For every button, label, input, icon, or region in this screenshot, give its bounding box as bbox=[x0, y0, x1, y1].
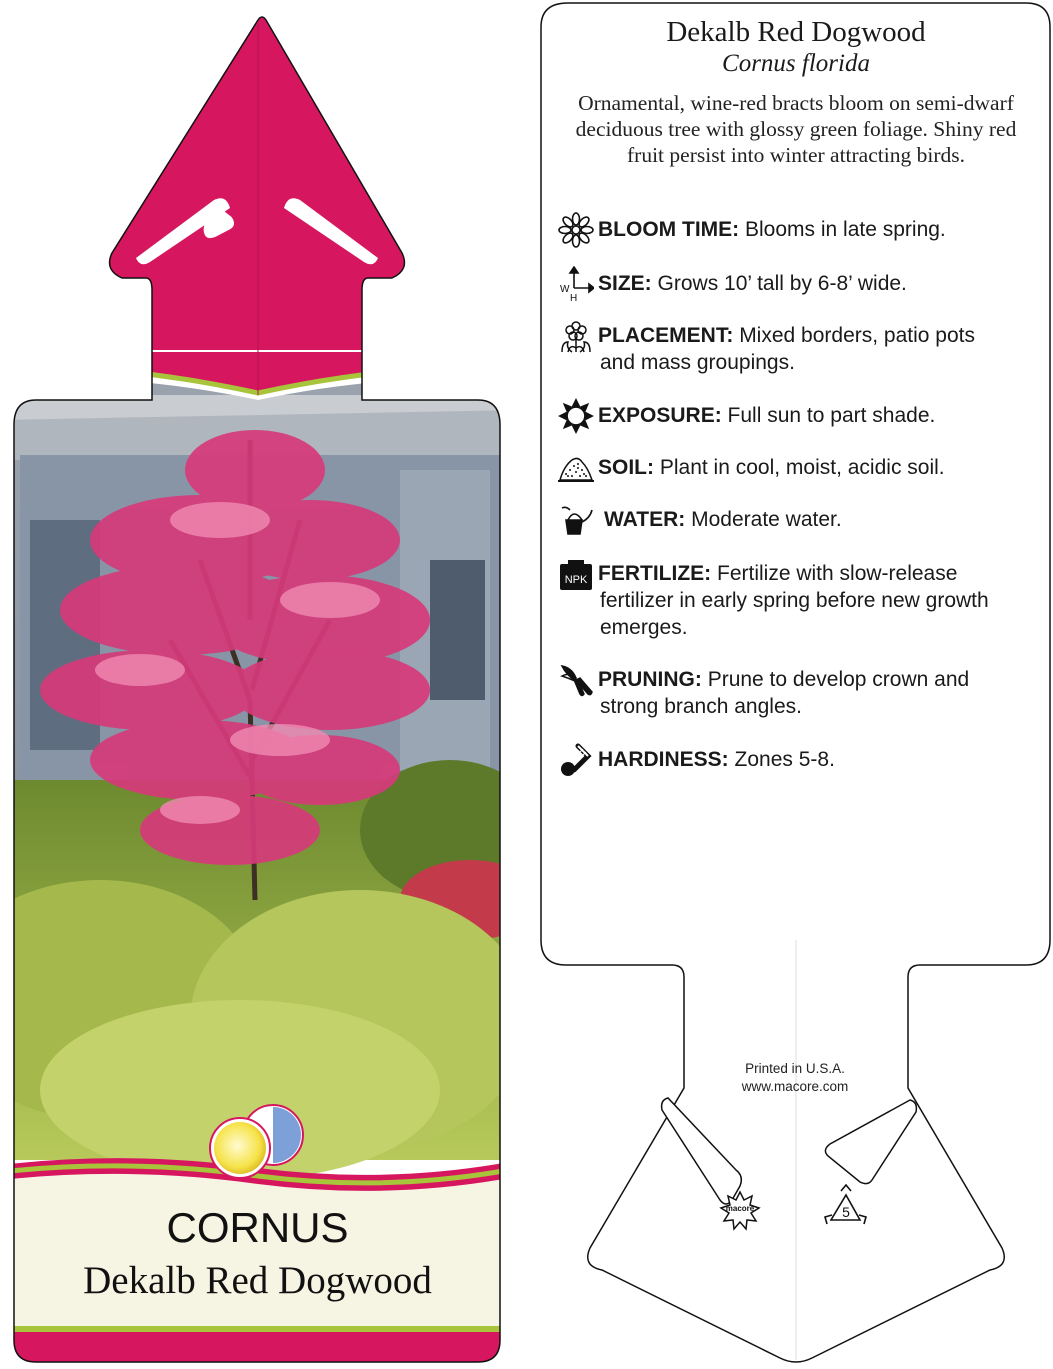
care-value-cont: strong branch angles. bbox=[600, 695, 802, 718]
care-value: Zones 5-8. bbox=[734, 748, 835, 771]
size-arrows-icon bbox=[558, 266, 594, 302]
care-value: Grows 10’ tall by 6-8’ wide. bbox=[657, 272, 907, 295]
care-label: PLACEMENT: bbox=[598, 324, 734, 347]
front-genus-label: CORNUS bbox=[166, 1204, 349, 1251]
macore-brand-label: macore bbox=[725, 1204, 755, 1213]
soil-icon bbox=[558, 450, 594, 486]
care-value: Fertilize with slow-release bbox=[717, 562, 958, 585]
care-label: PRUNING: bbox=[598, 668, 702, 691]
size-icon-w: W bbox=[560, 284, 570, 295]
care-value: Mixed borders, patio pots bbox=[739, 324, 975, 347]
size-icon-h: H bbox=[570, 293, 578, 302]
website-label: www.macore.com bbox=[741, 1079, 849, 1094]
care-label: FERTILIZE: bbox=[598, 562, 712, 585]
plant-description: Ornamental, wine-red bracts bloom on semi-dwarf deciduous tree with glossy green foliage. Shiny red fruit persist into winter attracting birds. bbox=[575, 91, 1017, 167]
botanical-name: Cornus florida bbox=[722, 50, 870, 77]
care-value: Prune to develop crown and bbox=[707, 668, 970, 691]
fertilizer-icon-label: NPK bbox=[564, 574, 588, 586]
thermometer-icon bbox=[558, 742, 594, 778]
printed-credit bbox=[690, 1060, 900, 1096]
printed-in-label: Printed in U.S.A. bbox=[745, 1061, 845, 1076]
care-value-cont: emerges. bbox=[600, 616, 688, 639]
care-value-cont: and mass groupings. bbox=[600, 351, 795, 374]
pruners-icon bbox=[558, 662, 594, 698]
care-label: HARDINESS: bbox=[598, 748, 729, 771]
watering-can-icon bbox=[558, 502, 594, 538]
sun-icon bbox=[558, 398, 594, 434]
care-value: Blooms in late spring. bbox=[745, 218, 946, 241]
care-label: BLOOM TIME: bbox=[598, 218, 740, 241]
care-value: Plant in cool, moist, acidic soil. bbox=[659, 456, 945, 479]
care-value-cont: fertilizer in early spring before new growth bbox=[600, 589, 989, 612]
care-value: Moderate water. bbox=[691, 508, 842, 531]
care-label: WATER: bbox=[604, 508, 686, 531]
fertilizer-icon bbox=[558, 556, 594, 592]
care-label: SOIL: bbox=[598, 456, 654, 479]
front-common-name: Dekalb Red Dogwood bbox=[83, 1259, 432, 1302]
back-title: Dekalb Red Dogwood bbox=[666, 16, 926, 48]
recycle-number: 5 bbox=[842, 1204, 850, 1220]
plants-icon bbox=[558, 318, 594, 354]
care-value: Full sun to part shade. bbox=[727, 404, 936, 427]
care-label: EXPOSURE: bbox=[598, 404, 722, 427]
care-label: SIZE: bbox=[598, 272, 652, 295]
flower-icon bbox=[558, 212, 594, 248]
